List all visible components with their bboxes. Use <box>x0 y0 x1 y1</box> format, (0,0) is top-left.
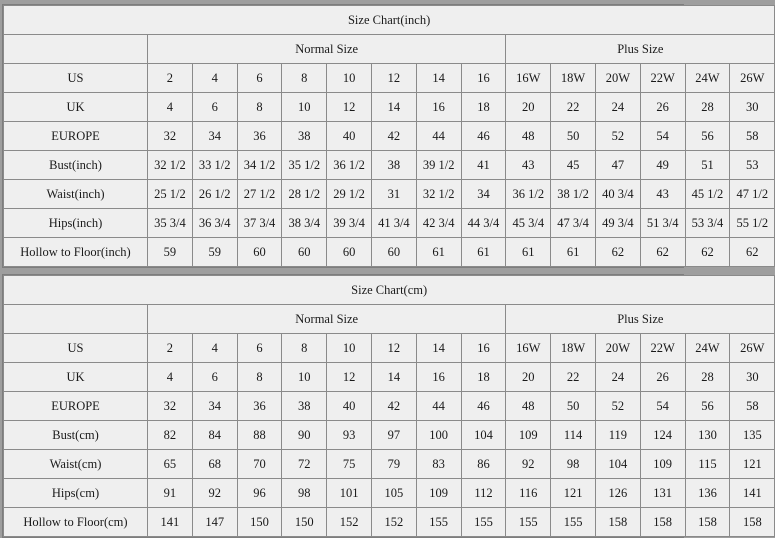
cell: 53 <box>730 151 775 180</box>
cell: 16W <box>506 334 551 363</box>
row-label-waist: Waist(cm) <box>4 450 148 479</box>
cell: 36 3/4 <box>192 209 237 238</box>
cell: 114 <box>551 421 596 450</box>
cell: 44 3/4 <box>461 209 506 238</box>
cell: 2 <box>148 64 193 93</box>
chart-group-row <box>4 35 775 64</box>
cell: 62 <box>640 238 685 267</box>
cell: 4 <box>192 334 237 363</box>
cell: 16W <box>506 64 551 93</box>
cell: 60 <box>327 238 372 267</box>
cell: 61 <box>506 238 551 267</box>
cell: 158 <box>640 508 685 537</box>
cell: 34 <box>192 122 237 151</box>
cell: 135 <box>730 421 775 450</box>
cell: 62 <box>595 238 640 267</box>
chart-title-row <box>4 276 775 305</box>
cell: 60 <box>237 238 282 267</box>
cell: 121 <box>730 450 775 479</box>
cell: 86 <box>461 450 506 479</box>
cell: 112 <box>461 479 506 508</box>
cell: 14 <box>371 93 416 122</box>
cell: 38 <box>282 392 327 421</box>
cell: 44 <box>416 392 461 421</box>
cell: 34 <box>192 392 237 421</box>
cell: 26 <box>640 93 685 122</box>
cell: 34 <box>461 180 506 209</box>
cell: 20W <box>595 64 640 93</box>
cell: 36 1/2 <box>327 151 372 180</box>
cell: 47 1/2 <box>730 180 775 209</box>
cell: 14 <box>371 363 416 392</box>
cell: 68 <box>192 450 237 479</box>
row-label-europe: EUROPE <box>4 392 148 421</box>
cell: 18 <box>461 93 506 122</box>
cell: 98 <box>282 479 327 508</box>
cell: 24W <box>685 334 730 363</box>
cell: 58 <box>730 122 775 151</box>
cell: 43 <box>506 151 551 180</box>
cell: 6 <box>237 334 282 363</box>
cell: 54 <box>640 392 685 421</box>
cell: 46 <box>461 392 506 421</box>
cell: 53 3/4 <box>685 209 730 238</box>
cell: 158 <box>595 508 640 537</box>
cell: 22W <box>640 334 685 363</box>
cell: 38 3/4 <box>282 209 327 238</box>
cell: 10 <box>282 363 327 392</box>
row-label-us: US <box>4 64 148 93</box>
cell: 92 <box>192 479 237 508</box>
cell: 4 <box>148 93 193 122</box>
cell: 24W <box>685 64 730 93</box>
cell: 61 <box>416 238 461 267</box>
cell: 62 <box>730 238 775 267</box>
cell: 147 <box>192 508 237 537</box>
cell: 131 <box>640 479 685 508</box>
cell: 104 <box>461 421 506 450</box>
cell: 115 <box>685 450 730 479</box>
cell: 27 1/2 <box>237 180 282 209</box>
cell: 8 <box>237 363 282 392</box>
cell: 46 <box>461 122 506 151</box>
table-row <box>4 508 775 537</box>
cell: 28 1/2 <box>282 180 327 209</box>
cell: 38 <box>282 122 327 151</box>
cell: 126 <box>595 479 640 508</box>
cell: 150 <box>237 508 282 537</box>
cell: 130 <box>685 421 730 450</box>
cell: 39 1/2 <box>416 151 461 180</box>
cell: 155 <box>461 508 506 537</box>
table-row <box>4 93 775 122</box>
cell: 42 <box>371 122 416 151</box>
table-row <box>4 122 775 151</box>
row-label-uk: UK <box>4 363 148 392</box>
cell: 34 1/2 <box>237 151 282 180</box>
cell: 22 <box>551 93 596 122</box>
cell: 29 1/2 <box>327 180 372 209</box>
cell: 30 <box>730 363 775 392</box>
cell: 141 <box>148 508 193 537</box>
cell: 32 1/2 <box>416 180 461 209</box>
cell: 40 <box>327 122 372 151</box>
cell: 16 <box>416 93 461 122</box>
cell: 6 <box>237 64 282 93</box>
chart-title: Size Chart(inch) <box>4 6 775 35</box>
cell: 83 <box>416 450 461 479</box>
table-row <box>4 363 775 392</box>
cell: 155 <box>416 508 461 537</box>
cell: 48 <box>506 392 551 421</box>
cell: 79 <box>371 450 416 479</box>
size-chart-inch-block <box>2 4 769 268</box>
cell: 104 <box>595 450 640 479</box>
cell: 35 1/2 <box>282 151 327 180</box>
cell: 16 <box>461 334 506 363</box>
row-label-bust: Bust(cm) <box>4 421 148 450</box>
cell: 45 3/4 <box>506 209 551 238</box>
cell: 10 <box>327 64 372 93</box>
cell: 84 <box>192 421 237 450</box>
cell: 14 <box>416 334 461 363</box>
cell: 97 <box>371 421 416 450</box>
cell: 2 <box>148 334 193 363</box>
cell: 18 <box>461 363 506 392</box>
cell: 12 <box>327 93 372 122</box>
cell: 26W <box>730 334 775 363</box>
cell: 8 <box>237 93 282 122</box>
cell: 60 <box>282 238 327 267</box>
row-label-hollow-to-floor: Hollow to Floor(inch) <box>4 238 148 267</box>
cell: 75 <box>327 450 372 479</box>
cell: 31 <box>371 180 416 209</box>
cell: 55 1/2 <box>730 209 775 238</box>
cell: 61 <box>551 238 596 267</box>
cell: 105 <box>371 479 416 508</box>
cell: 36 <box>237 122 282 151</box>
chart-group-row <box>4 305 775 334</box>
row-label-bust: Bust(inch) <box>4 151 148 180</box>
cell: 36 <box>237 392 282 421</box>
cell: 41 <box>461 151 506 180</box>
cell: 47 3/4 <box>551 209 596 238</box>
cell: 82 <box>148 421 193 450</box>
table-row <box>4 238 775 267</box>
cell: 42 <box>371 392 416 421</box>
cell: 12 <box>327 363 372 392</box>
cell: 59 <box>192 238 237 267</box>
table-row <box>4 180 775 209</box>
cell: 28 <box>685 93 730 122</box>
cell: 26W <box>730 64 775 93</box>
cell: 40 <box>327 392 372 421</box>
cell: 36 1/2 <box>506 180 551 209</box>
cell: 90 <box>282 421 327 450</box>
cell: 50 <box>551 392 596 421</box>
cell: 158 <box>685 508 730 537</box>
cell: 58 <box>730 392 775 421</box>
row-label-hips: Hips(cm) <box>4 479 148 508</box>
cell: 44 <box>416 122 461 151</box>
cell: 45 1/2 <box>685 180 730 209</box>
cell: 43 <box>640 180 685 209</box>
cell: 65 <box>148 450 193 479</box>
group-plus-size: Plus Size <box>506 305 775 334</box>
cell: 20 <box>506 363 551 392</box>
cell: 30 <box>730 93 775 122</box>
cell: 49 3/4 <box>595 209 640 238</box>
row-label-hollow-to-floor: Hollow to Floor(cm) <box>4 508 148 537</box>
cell: 56 <box>685 122 730 151</box>
cell: 10 <box>282 93 327 122</box>
cell: 50 <box>551 122 596 151</box>
cell: 60 <box>371 238 416 267</box>
cell: 16 <box>416 363 461 392</box>
cell: 38 1/2 <box>551 180 596 209</box>
cell: 150 <box>282 508 327 537</box>
cell: 158 <box>730 508 775 537</box>
cell: 109 <box>416 479 461 508</box>
cell: 54 <box>640 122 685 151</box>
cell: 4 <box>148 363 193 392</box>
cell: 8 <box>282 64 327 93</box>
cell: 116 <box>506 479 551 508</box>
table-row <box>4 209 775 238</box>
cell: 61 <box>461 238 506 267</box>
cell: 33 1/2 <box>192 151 237 180</box>
cell: 16 <box>461 64 506 93</box>
cell: 12 <box>371 334 416 363</box>
cell: 32 <box>148 392 193 421</box>
cell: 35 3/4 <box>148 209 193 238</box>
cell: 155 <box>506 508 551 537</box>
row-label-waist: Waist(inch) <box>4 180 148 209</box>
cell: 38 <box>371 151 416 180</box>
row-label-uk: UK <box>4 93 148 122</box>
cell: 24 <box>595 93 640 122</box>
cell: 121 <box>551 479 596 508</box>
row-label-europe: EUROPE <box>4 122 148 151</box>
cell: 32 <box>148 122 193 151</box>
group-normal-size: Normal Size <box>148 305 506 334</box>
cell: 93 <box>327 421 372 450</box>
row-label-hips: Hips(inch) <box>4 209 148 238</box>
chart-title: Size Chart(cm) <box>4 276 775 305</box>
cell: 141 <box>730 479 775 508</box>
cell: 47 <box>595 151 640 180</box>
cell: 10 <box>327 334 372 363</box>
size-chart-cm-table <box>3 275 775 537</box>
cell: 109 <box>640 450 685 479</box>
cell: 26 <box>640 363 685 392</box>
cell: 136 <box>685 479 730 508</box>
cell: 51 3/4 <box>640 209 685 238</box>
cell: 45 <box>551 151 596 180</box>
group-row-corner <box>4 35 148 64</box>
cell: 4 <box>192 64 237 93</box>
cell: 98 <box>551 450 596 479</box>
cell: 62 <box>685 238 730 267</box>
cell: 52 <box>595 122 640 151</box>
cell: 8 <box>282 334 327 363</box>
cell: 109 <box>506 421 551 450</box>
table-row <box>4 151 775 180</box>
cell: 20W <box>595 334 640 363</box>
cell: 56 <box>685 392 730 421</box>
cell: 22 <box>551 363 596 392</box>
group-plus-size: Plus Size <box>506 35 775 64</box>
cell: 39 3/4 <box>327 209 372 238</box>
cell: 119 <box>595 421 640 450</box>
cell: 101 <box>327 479 372 508</box>
cell: 37 3/4 <box>237 209 282 238</box>
cell: 32 1/2 <box>148 151 193 180</box>
cell: 51 <box>685 151 730 180</box>
cell: 24 <box>595 363 640 392</box>
cell: 59 <box>148 238 193 267</box>
cell: 100 <box>416 421 461 450</box>
group-row-corner <box>4 305 148 334</box>
chart-title-row <box>4 6 775 35</box>
cell: 124 <box>640 421 685 450</box>
cell: 6 <box>192 363 237 392</box>
cell: 26 1/2 <box>192 180 237 209</box>
table-row <box>4 334 775 363</box>
cell: 41 3/4 <box>371 209 416 238</box>
cell: 40 3/4 <box>595 180 640 209</box>
size-chart-inch-table <box>3 5 775 267</box>
cell: 28 <box>685 363 730 392</box>
cell: 48 <box>506 122 551 151</box>
cell: 92 <box>506 450 551 479</box>
cell: 20 <box>506 93 551 122</box>
cell: 6 <box>192 93 237 122</box>
cell: 72 <box>282 450 327 479</box>
table-row <box>4 64 775 93</box>
cell: 91 <box>148 479 193 508</box>
cell: 70 <box>237 450 282 479</box>
row-label-us: US <box>4 334 148 363</box>
cell: 12 <box>371 64 416 93</box>
size-chart-cm-block <box>2 274 765 538</box>
cell: 14 <box>416 64 461 93</box>
group-normal-size: Normal Size <box>148 35 506 64</box>
table-row <box>4 392 775 421</box>
cell: 152 <box>371 508 416 537</box>
cell: 25 1/2 <box>148 180 193 209</box>
cell: 152 <box>327 508 372 537</box>
cell: 155 <box>551 508 596 537</box>
cell: 52 <box>595 392 640 421</box>
cell: 18W <box>551 64 596 93</box>
cell: 49 <box>640 151 685 180</box>
table-row <box>4 479 775 508</box>
cell: 22W <box>640 64 685 93</box>
cell: 18W <box>551 334 596 363</box>
table-row <box>4 421 775 450</box>
cell: 96 <box>237 479 282 508</box>
table-row <box>4 450 775 479</box>
cell: 88 <box>237 421 282 450</box>
cell: 42 3/4 <box>416 209 461 238</box>
